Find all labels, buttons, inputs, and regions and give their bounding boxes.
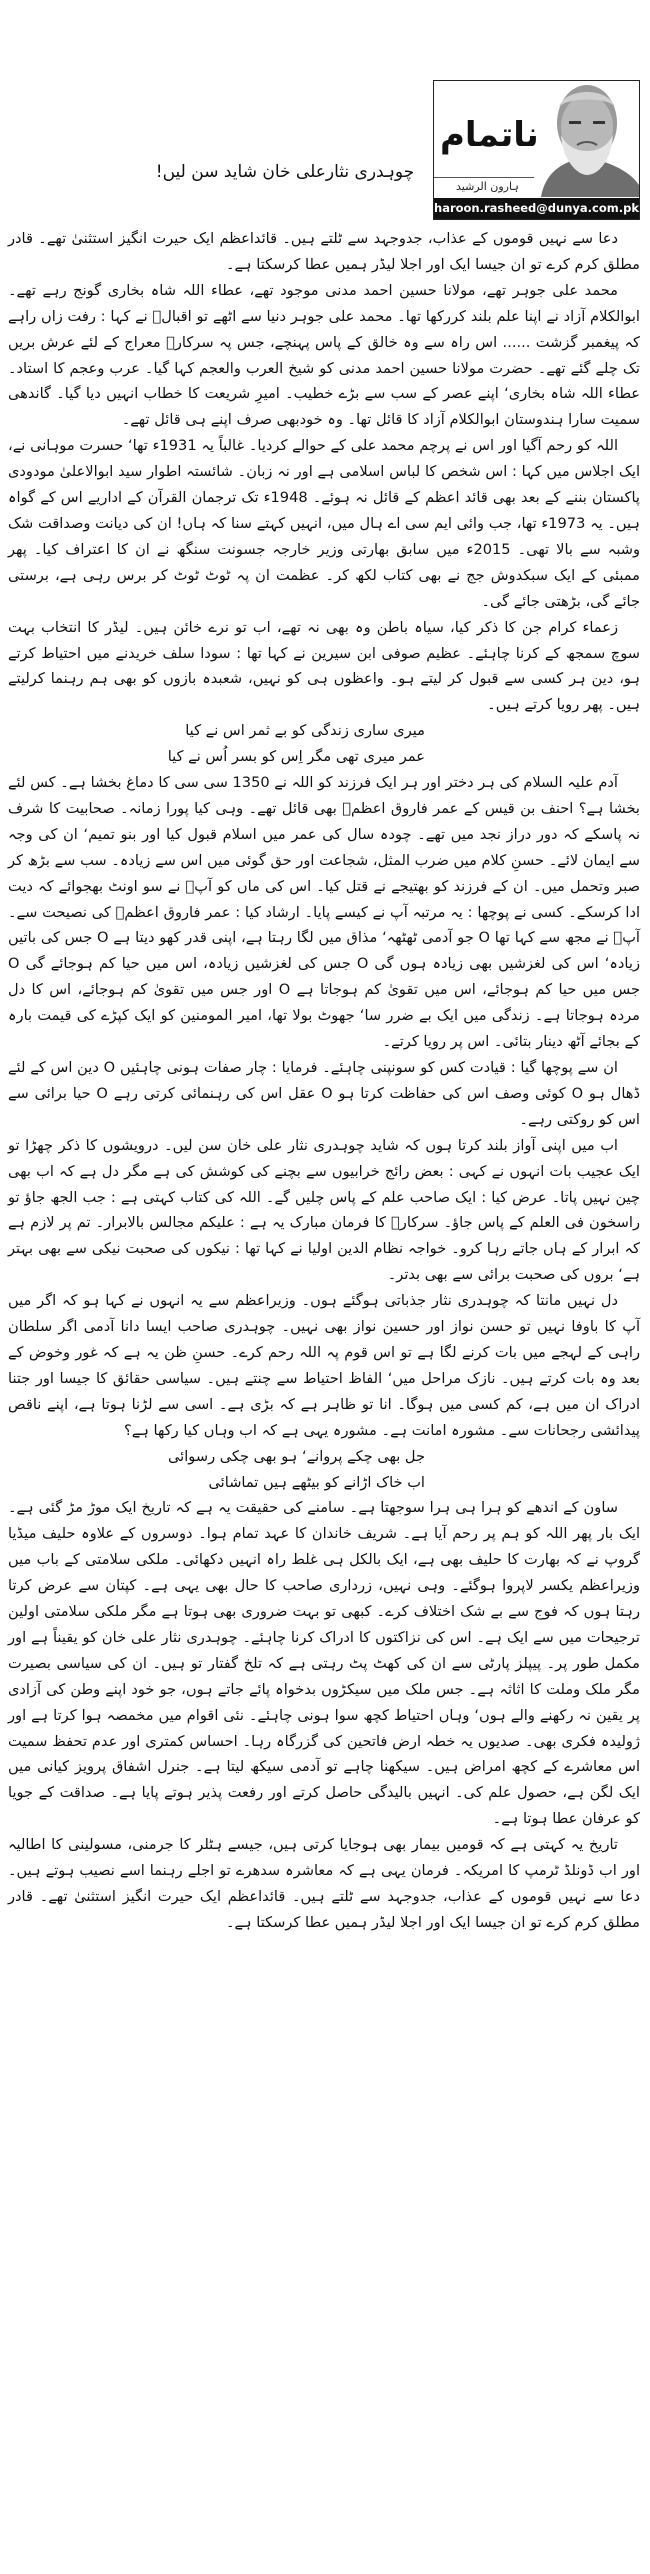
column-header-box — [433, 80, 640, 220]
paragraph: آدم علیہ السلام کی ہر دختر اور ہر ایک فرزند کو اللہ نے 1350 سی سی کا دماغ بخشا ہے۔ کس لئے بخشا ہے؟ احنف بن قیس کے عمر فاروق اعظمؓ بھی قائل تھے۔ وہی کیا پورا زمانہ۔ صحابیت کا شرف نہ پاسکے کہ دور دراز نجد میں تھے۔ چودہ سال کی عمر میں اسلام قبول کیا اور بنو تمیم‘ ان کی وجہ سے ایمان لائے۔ حسنِ کلام میں ضرب المثل، شجاعت اور حق گوئی میں اس سے زیادہ۔ سب سے بڑھ کر صبر وتحمل میں۔ ان کے فرزند کو بھتیجے نے قتل کیا۔ اس کی ماں کو آپؒ نے سو اونٹ بھجوائے کہ دیت ادا کرسکے۔ کسی نے پوچھا : یہ مرتبہ آپ نے کیسے پایا۔ ارشاد کیا : عمر فاروق اعظمؓ کی نصیحت سے۔ آپؓ نے مجھ سے کہا تھا O جو آدمی ٹھٹھہ‘ مذاق میں لگا رہتا ہے، اپنی قدر کھو دیتا ہے O جس کی باتیں زیادہ‘ اس کی لغزشیں بھی زیادہ ہوں گی O جس کی لغزشیں زیادہ، اس میں حیا کم ہوجائے گی O جس میں حیا کم ہوجائے، اس میں تقویٰ کم ہوجاتا ہے O اور جس میں تقویٰ کم ہوجائے، اس کا دل مردہ ہوجاتا ہے۔ زندگی میں ایک بے ضرر سا‘ جھوٹ بولا تھا، امیر المومنین کو ایک کپڑے کی قیمت بارہ کے بجائے آٹھ دینار بتائی۔ اس پر رویا کرتے۔ — [8, 774, 641, 1051]
verse-line: اب خاک اڑانے کو بیٹھے ہیں تماشائی — [208, 1473, 425, 1491]
verse-line: عمر میری تھی مگر اِس کو بسر اُس نے کیا — [167, 748, 425, 766]
article-title: چوہدری نثارعلی خان شاید سن لیں! — [155, 162, 415, 182]
author-email: haroon.rasheed@dunya.com.pk — [434, 198, 639, 219]
paragraph: ان سے پوچھا گیا : قیادت کس کو سونپنی چاہئے۔ فرمایا : چار صفات ہونی چاہئیں O دین اس کے لئے ڈھال ہو O کوئی وصف اس کی حفاظت کرتا ہو O عقل اس کی رہنمائی کرتی رہے O حیا برائی سے اس کو روکتی رہے۔ — [8, 1059, 640, 1128]
paragraph: اب میں اپنی آواز بلند کرتا ہوں کہ شاید چوہدری نثار علی خان سن لیں۔ درویشوں کا ذکر چھڑا تو ایک عجیب بات انہوں نے کہی : بعض رائج خرابیوں سے بچنے کی کوشش کی ہے مگر دل ہے کہ اب بھی چین نہیں پاتا۔ عرض کیا : ایک صاحب علم کے پاس چلیں گے۔ اللہ کی کتاب کہتی ہے : جب الجھ جاؤ تو راسخون فی العلم کے پاس جاؤ۔ سرکارؐ کا فرمان مبارک یہ ہے : علیکم مجالس بالابرار۔ تم پر لازم ہے کہ ابرار کے ہاں جاتے رہا کرو۔ خواجہ نظام الدین اولیا نے کہا تھا : نیکوں کی صحبت نیکی سے بھی بہتر ہے‘ بروں کی صحبت برائی سے بھی بدتر۔ — [8, 1136, 640, 1284]
column-name-logo: ناتمام — [440, 115, 539, 155]
paragraph: اللہ کو رحم آگیا اور اس نے پرچم محمد علی کے حوالے کردیا۔ غالباً یہ 1931ء تھا‘ حسرت موہانی نے، ایک اجلاس میں کہا : اس شخص کا لباس اسلامی ہے اور نہ زبان۔ شائستہ اطوار سید ابوالاعلیٰ مودودی پاکستان بننے کے بعد بھی قائد اعظم کے قائل نہ ہوئے۔ 1948ء تک ترجمان القرآن کے اداریے اس کے گواہ ہیں۔ یہ 1973ء تھا، جب وائی ایم سی اے ہال میں، انہیں کہتے سنا کہ ہاں! ان کی دیانت وصداقت شک وشبہ سے بالا تھی۔ 2015ء میں سابق بھارتی وزیر خارجہ جسونت سنگھ نے ان کا اعتراف کیا۔ پھر ممبئی کے ایک سبکدوش جج نے بھی کتاب لکھ کر۔ عظمت ان پہ ٹوٹ ٹوٹ کر برس رہی ہے، برستی جائے گی، بڑھتی جائے گی۔ — [8, 437, 641, 610]
divider — [434, 177, 534, 178]
paragraph: محمد علی جوہر تھے، مولانا حسین احمد مدنی موجود تھے، عطاء اللہ شاہ بخاری گونج رہے تھے۔ ابوالکلام آزاد نے اپنا علم بلند کررکھا تھا۔ محمد علی جوہر دنیا سے اٹھے تو اقبالؔ نے کہا : رفت زاں راہے کہ پیغمبر گزشت ...... اس راہ سے وہ خالق کے پاس پہنچے، جس پہ سرکارؐ معراج کے لئے عرش بریں تک چلے گئے تھے۔ حضرت مولانا حسین احمد مدنی کو شیخ العرب والعجم کہا گیا۔ عرب وعجم کا استاد۔ عطاء اللہ شاہ بخاری‘ اپنے عصر کے سب سے بڑے خطیب۔ امیرِ شریعت کا خطاب انہیں دیا گیا۔ گاندھی سمیت سارا ہندوستان ابوالکلام آزاد کا قائل تھا۔ وہ خودبھی صرف اپنے ہی قائل تھے۔ — [8, 281, 640, 429]
paragraph: تاریخ یہ کہتی ہے کہ قومیں بیمار بھی ہوجایا کرتی ہیں، جیسے ہٹلر کا جرمنی، مسولینی کا اطالیہ اور اب ڈونلڈ ٹرمپ کا امریکہ۔ فرمان یہی ہے کہ معاشرہ سدھرے تو اجلے رہنما اسے نصیب ہوتے ہیں۔ دعا سے نہیں قوموں کے عذاب، جدوجہد سے ٹلتے ہیں۔ قائداعظم ایک حیرت انگیز استثنیٰ تھے۔ قادر مطلق کرم کرے تو ان جیسا ایک اور اجلا لیڈر ہمیں عطا کرسکتا ہے۔ — [8, 1836, 640, 1931]
verse-line: جل بھی چکے پروانے‘ ہو بھی چکی رسوائی — [168, 1447, 425, 1465]
paragraph: دعا سے نہیں قوموں کے عذاب، جدوجہد سے ٹلتے ہیں۔ قائداعظم ایک حیرت انگیز استثنیٰ تھے۔ قادر مطلق کرم کرے تو ان جیسا ایک اور اجلا لیڈر ہمیں عطا کرسکتا ہے۔ — [8, 230, 640, 273]
paragraph: ساون کے اندھے کو ہرا ہی ہرا سوجھتا ہے۔ سامنے کی حقیقت یہ ہے کہ تاریخ ایک موڑ مڑ گئی ہے۔ ایک بار پھر اللہ کو ہم پر رحم آیا ہے۔ شریف خاندان کا عہد تمام ہوا۔ دوسروں کے علاوہ حلیف میڈیا گروپ نے کہ بھارت کا حلیف بھی ہے، ایک بالکل ہی غلط راہ انہیں دکھائی۔ ملکی سلامتی کے باب میں وزیراعظم یکسر لاپروا ہوگئے۔ وہی نہیں، زرداری صاحب کا حال بھی یہی ہے۔ کپتان سے عرض کرتا رہتا ہوں کہ فوج سے بے شک اختلاف کرے۔ کبھی تو بہت ضروری بھی ہوتا ہے مگر ملکی سلامتی اولین ترجیحات میں سے ایک ہے۔ اس کی نزاکتوں کا ادراک کرنا چاہئے۔ چوہدری نثار علی خان کو یقیناً ہے اور مکمل طور پر۔ پیپلز پارٹی سے ان کی کھٹ پٹ رہتی ہے کہ تلخ گفتار تو ہیں۔ ان کی سیاسی بصیرت مگر ملک وملت کا اثاثہ ہے۔ جس ملک میں سیکڑوں بدخواہ پائے جاتے ہوں، جو خود اپنے وطن کی آزادی پر یقین نہ رکھنے والے ہوں‘ وہاں احتیاط کچھ سوا ہونی چاہئے۔ نئی اقوام میں مخمصہ ہوا کرتا ہے اور ژولیدہ فکری بھی۔ صدیوں یہ خطہ ارض فاتحین کی گزرگاہ رہا۔ احساس کمتری اور عدم تحفظ سمیت اس معاشرے کے کچھ امراض ہیں۔ سیکھنا چاہے تو آدمی سیکھ لیتا ہے۔ جنرل اشفاق پرویز کیانی میں ایک لگن ہے، حصول علم کی۔ انہیں بالیدگی حاصل کرتے اور رفعت پذیر ہوتے پایا ہے۔ صداقت کے جویا کو عرفان عطا ہوتا ہے۔ — [8, 1499, 640, 1828]
author-portrait-icon — [531, 81, 639, 197]
article-body — [8, 226, 640, 1936]
verse-line: میری ساری زندگی کو بے ثمر اس نے کیا — [185, 722, 425, 740]
author-name: ہارون الرشید — [456, 180, 519, 193]
paragraph: دل نہیں مانتا کہ چوہدری نثار جذباتی ہوگئے ہوں۔ وزیراعظم سے یہ انہوں نے کہا ہو کہ اگر میں آپ کا باوفا نہیں تو حسن نواز اور حسین نواز بھی نہیں۔ چوہدری صاحب ایسا دانا آدمی اگر سلطان راہی کے لہجے میں بات کرنے لگا ہے تو اس قوم پہ اللہ رحم کرے۔ حسنِ ظن یہ ہے کہ غور وخوض کے بعد وہ بات کرتے ہیں۔ نازک مراحل میں‘ الفاظ احتیاط سے چنتے ہیں۔ سیاسی حقائق کا جیسا اور جتنا ادراک ان میں ہے، کم کسی میں ہوگا۔ انا تو ظاہر ہے کہ بڑی ہے۔ اسی سے لڑنا ہوتا ہے، اپنے ناقص پیدائشی رجحانات سے۔ مشورہ امانت ہے۔ مشورہ یہی ہے کہ اب وہاں کیا رکھا ہے؟ — [8, 1292, 640, 1439]
paragraph: زعماء کرام جن کا ذکر کیا، سیاہ باطن وہ بھی نہ تھے، اب تو نرے خائن ہیں۔ لیڈر کا انتخاب بہت سوچ سمجھ کے کرنا چاہئے۔ عظیم صوفی ابن سیرین نے کہا تھا : سودا سلف خریدنے میں احتیاط کرتے ہو، دین ہر کسی سے قبول کر لیتے ہو۔ واعظوں ہی کو نہیں، شعبدہ بازوں کو بھی ہم رہنما کرلیتے ہیں۔ پھر رویا کرتے ہیں۔ — [8, 618, 640, 714]
